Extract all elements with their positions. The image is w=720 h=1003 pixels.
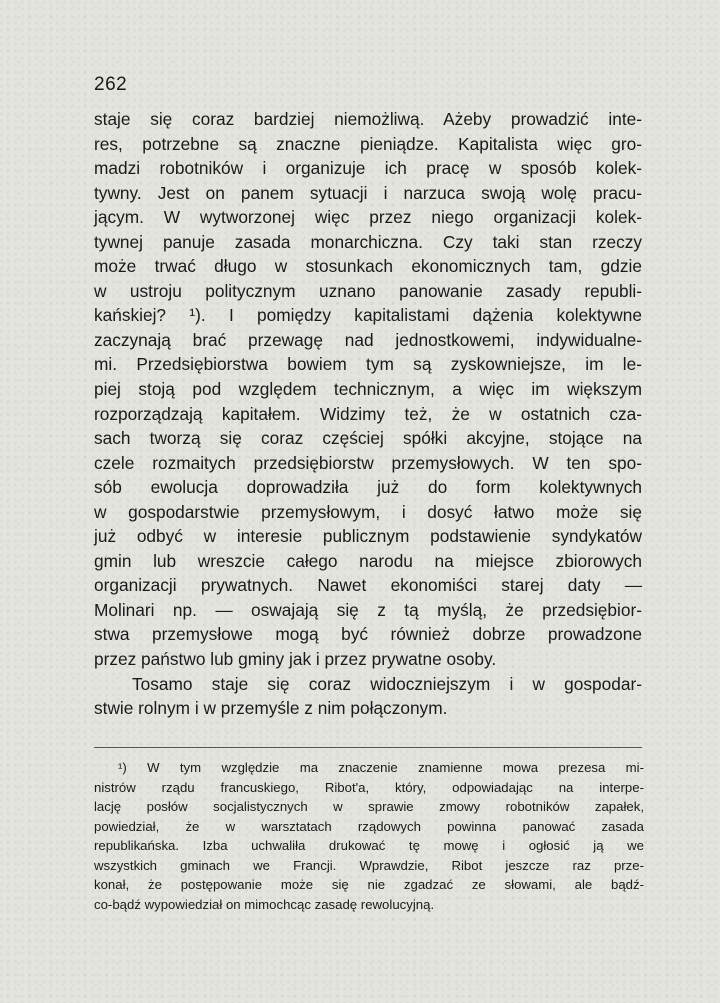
text-line: przez państwo lub gminy jak i przez prywatne osoby. [94,649,497,670]
text-line: res, potrzebne są znaczne pieniądze. Kapitalista więc gro- [94,133,642,154]
text-line: już odbyć w interesie publicznym podstawienie syndykatów [94,526,642,547]
text-line: tywnej panuje zasada monarchiczna. Czy taki stan rzeczy [94,231,642,252]
text-line: czele rozmaitych przedsiębiorstw przemysłowych. W ten spo- [94,452,642,473]
footnote-line: lację posłów socjalistycznych w sprawie zmowy robotników zapałek, [94,799,644,814]
text-line: zaczynają brać przewagę nad jednostkowemi, indywidualne- [94,329,642,350]
footnote [94,758,644,914]
text-line: w ustroju politycznym uznano panowanie zasady republi- [94,280,642,301]
text-line: staje się coraz bardziej niemożliwą. Ażeby prowadzić inte- [94,109,642,129]
text-line: stwie rolnym i w przemyśle z nim połączonym. [94,698,448,719]
footnote-line: konał, że postępowanie może się nie zgadzać ze słowami, ale bądź- [94,877,644,892]
text-line: organizacji prywatnych. Nawet ekonomiści starej daty — [94,575,642,596]
text-line: może trwać długo w stosunkach ekonomicznych tam, gdzie [94,256,642,277]
text-line: kańskiej? ¹). I pomiędzy kapitalistami dążenia kolektywne [94,305,642,326]
text-line: sób ewolucja doprowadziła już do form kolektywnych [94,477,642,498]
footnote-line: nistrów rządu francuskiego, Ribot'a, który, odpowiadając na interpe- [94,779,644,795]
main-text [94,107,642,721]
footnote-divider [94,747,642,748]
footnote-line: republikańska. Izba uchwaliła drukować tę mowę i ogłosić ją we [94,838,644,853]
text-line: rozporządzają kapitałem. Widzimy też, że w ostatnich cza- [94,403,642,424]
page-number: 262 [94,74,128,95]
footnote-line: wszystkich gminach we Francji. Wprawdzie, Ribot jeszcze raz prze- [94,857,644,873]
text-line: mi. Przedsiębiorstwa bowiem tym są zyskowniejsze, im le- [94,354,642,375]
footnote-line: powiedział, że w warsztatach rządowych powinna panować zasada [94,818,644,834]
footnote-line: co-bądź wypowiedział on mimochcąc zasadę rewolucyjną. [94,896,435,912]
text-line: gmin lub wreszcie całego narodu na miejsce zbiorowych [94,550,642,571]
text-line: w gospodarstwie przemysłowym, i dosyć łatwo może się [94,501,642,522]
text-line: Tosamo staje się coraz widoczniejszym i w gospodar- [132,673,642,694]
footnote-line: ¹) W tym względzie ma znaczenie znamienne mowa prezesa mi- [118,760,644,775]
text-line: tywny. Jest on panem sytuacji i narzuca swoją wolę pracu- [94,182,642,203]
text-line: madzi robotników i organizuje ich pracę w sposób kolek- [94,158,642,179]
text-line: sach tworzą się coraz częściej spółki akcyjne, stojące na [94,428,642,449]
text-line: piej stoją pod względem technicznym, a więc im większym [94,379,642,400]
text-line: jącym. W wytworzonej więc przez niego organizacji kolek- [94,207,642,228]
text-line: stwa przemysłowe mogą być również dobrze prowadzone [94,624,642,645]
text-line: Molinari np. — oswajają się z tą myślą, że przedsiębior- [94,599,642,620]
